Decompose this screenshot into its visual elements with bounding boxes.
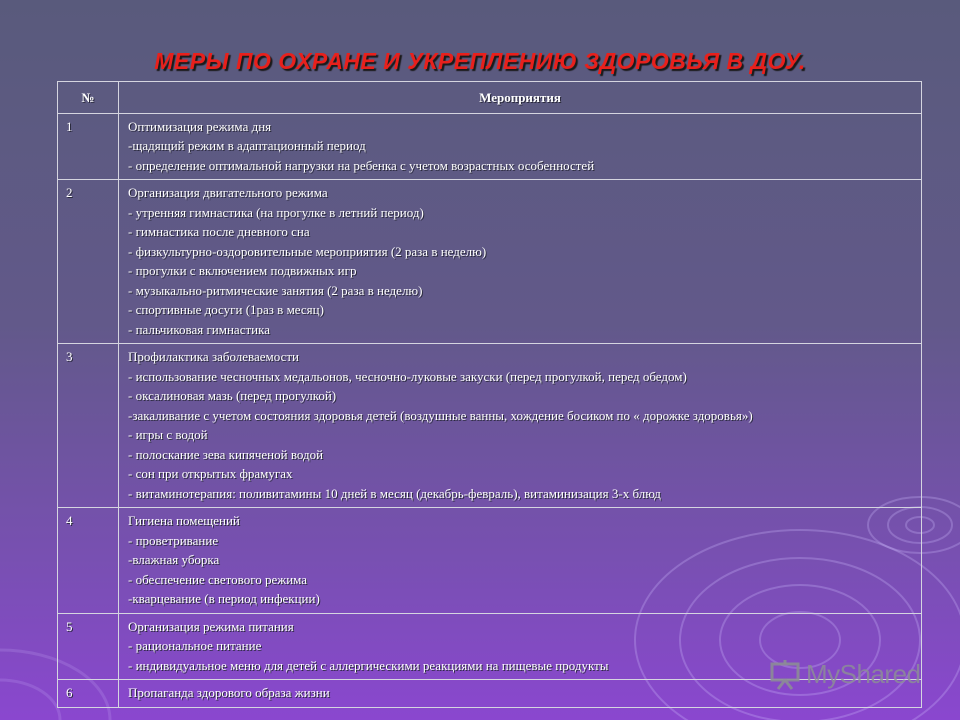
row-number: 5 — [58, 613, 119, 680]
event-item: - рациональное питание — [128, 638, 262, 653]
watermark-logo — [770, 656, 930, 696]
column-header-number: № — [58, 82, 119, 114]
page-title: МЕРЫ ПО ОХРАНЕ И УКРЕПЛЕНИЮ ЗДОРОВЬЯ В ДОУ. — [154, 48, 806, 74]
row-events — [119, 113, 922, 180]
row-number: 3 — [58, 344, 119, 508]
event-item: - обеспечение светового режима — [128, 571, 308, 587]
table-row — [58, 344, 922, 508]
event-item: - прогулки с включением подвижных игр — [128, 263, 357, 278]
row-number: 1 — [58, 113, 119, 180]
event-group-title: Организация двигательного режима — [128, 185, 328, 200]
presentation-icon — [770, 660, 802, 690]
event-item: -щадящий режим в адаптационный период — [128, 138, 366, 153]
row-events — [119, 180, 922, 344]
event-group-title: Пропаганда здорового образа жизни — [128, 685, 330, 700]
event-item: - полоскание зева кипяченой водой — [128, 446, 324, 462]
event-item: - игры с водой — [128, 427, 208, 442]
row-events — [119, 344, 922, 508]
event-group-title: Организация режима питания — [128, 618, 294, 634]
row-number: 4 — [58, 508, 119, 614]
event-item: - спортивные досуги (1раз в месяц) — [128, 302, 324, 317]
event-item: -кварцевание (в период инфекции) — [128, 591, 320, 606]
row-number: 6 — [58, 680, 119, 708]
event-group-title: Профилактика заболеваемости — [128, 349, 300, 364]
event-item: - витаминотерапия: поливитамины 10 дней в месяц (декабрь-февраль), витаминизация 3-х блюд — [128, 485, 661, 501]
event-item: - сон при открытых фрамугах — [128, 466, 293, 481]
row-number: 2 — [58, 180, 119, 344]
event-item: - физкультурно-оздоровительные мероприятия (2 раза в неделю) — [128, 243, 487, 259]
table-row — [58, 180, 922, 344]
row-events — [119, 508, 922, 614]
event-item: -закаливание с учетом состояния здоровья детей (воздушные ванны, хождение босиком по « дорожке здоровья») — [128, 407, 753, 423]
watermark-text: MyShared — [806, 659, 921, 689]
event-group-title: Оптимизация режима дня — [128, 118, 272, 134]
event-item: -влажная уборка — [128, 552, 220, 567]
event-group-title: Гигиена помещений — [128, 513, 240, 528]
event-item: - пальчиковая гимнастика — [128, 321, 271, 337]
event-item: - музыкально-ритмические занятия (2 раза в неделю) — [128, 282, 423, 298]
event-item: - утренняя гимнастика (на прогулке в летний период) — [128, 204, 424, 220]
event-item: - гимнастика после дневного сна — [128, 224, 310, 239]
event-item: - индивидуальное меню для детей с аллергическими реакциями на пищевые продукты — [128, 657, 609, 673]
event-item: - проветривание — [128, 532, 219, 548]
event-item: - оксалиновая мазь (перед прогулкой) — [128, 388, 337, 403]
table-header-row — [58, 82, 922, 114]
column-header-events: Мероприятия — [119, 82, 922, 114]
event-item: - использование чесночных медальонов, чесночно-луковые закуски (перед прогулкой, перед обедом) — [128, 368, 687, 384]
table-row — [58, 508, 922, 614]
table-row — [58, 113, 922, 180]
measures-table — [57, 81, 922, 708]
event-item: - определение оптимальной нагрузки на ребенка с учетом возрастных особенностей — [128, 157, 595, 173]
